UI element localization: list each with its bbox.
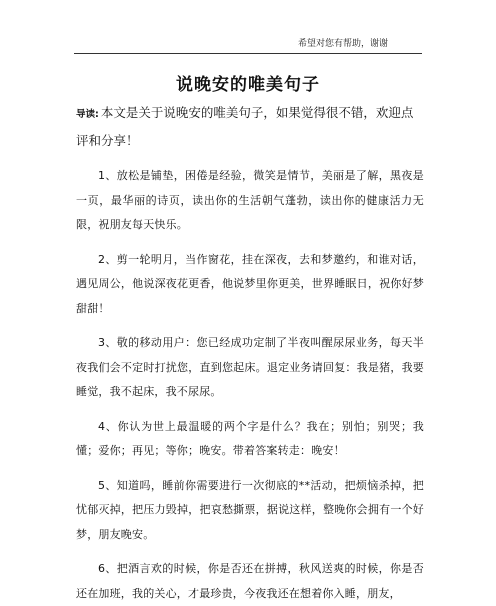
paragraph-6: 6、把酒言欢的时候，你是否还在拼搏，秋风送爽的时候，你是否还在加班，我的关心，才最珍贵，今夜我还在想着你入睡，朋友， [76, 562, 424, 600]
intro-text: 本文是关于说晚安的唯美句子，如果觉得很不错，欢迎点评和分享！ [76, 105, 414, 148]
paragraph-4: 4、你认为世上最温暖的两个字是什么？我在；别怕；别哭；我懂；爱你；再见；等你；晚安。带着答案转走：晚安！ [76, 419, 424, 457]
document-body [76, 100, 424, 606]
header-divider [74, 53, 422, 54]
document-title: 说晚安的唯美句子 [176, 75, 320, 95]
intro-label: 导读: [76, 109, 99, 120]
paragraph-5: 5、知道吗，睡前你需要进行一次彻底的**活动，把烦恼杀掉，把忧郁灭掉，把压力毁掉，把哀愁撕票，据说这样，整晚你会拥有一个好梦，朋友晚安。 [76, 478, 424, 541]
header-note: 希望对您有帮助，谢谢 [297, 39, 388, 49]
paragraph-2: 2、剪一轮明月，当作窗花，挂在深夜，去和梦邀约，和谁对话，遇见周公，他说深夜花更香，他说梦里你更美，世界睡眠日，祝你好梦甜甜！ [76, 252, 424, 315]
intro-paragraph [76, 100, 424, 154]
paragraph-1: 1、放松是铺垫，困倦是经验，微笑是情节，美丽是了解，黑夜是一页，最华丽的诗页，读出你的生活朝气蓬勃，读出你的健康活力无限，祝朋友每天快乐。 [76, 169, 424, 231]
paragraph-3: 3、敬的移动用户：您已经成功定制了半夜叫醒尿尿业务，每天半夜我们会不定时打扰您，直到您起床。退定业务请回复：我是猪，我要睡觉，我不起床，我不尿尿。 [76, 336, 424, 398]
